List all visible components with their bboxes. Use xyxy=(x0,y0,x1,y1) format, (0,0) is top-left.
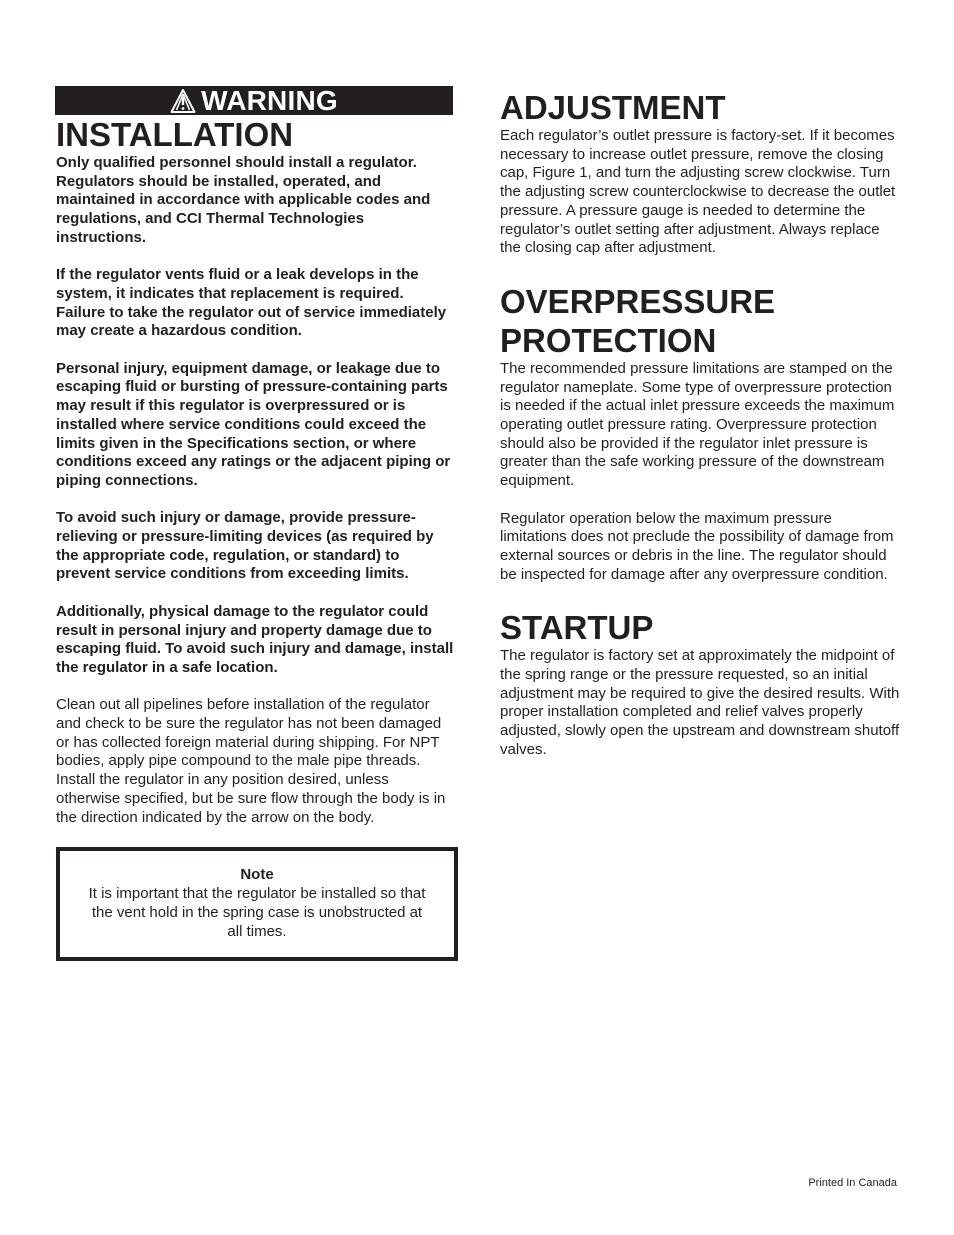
overpressure-section xyxy=(500,282,900,584)
installation-paragraph: Only qualified personnel should install a regulator. Regulators should be installed, operated, and maintained in accordance with applicable codes and regulations, and CCI Thermal Technologies instructions. xyxy=(56,154,431,246)
overpressure-paragraph: The recommended pressure limitations are stamped on the regulator nameplate. Some type of overpressure protection is needed if the actual inlet pressure exceeds the maximum operating outlet pressure rating. Overpressure protection should also be provided if the regulator inlet pressure is greater than the safe working pressure of the downstream equipment. xyxy=(500,359,895,490)
warning-banner xyxy=(55,86,453,115)
warning-triangle-icon xyxy=(170,88,196,114)
warning-label: WARNING xyxy=(201,85,338,116)
installation-paragraph: Additionally, physical damage to the regulator could result in personal injury and property damage due to escaping fluid. To avoid such injury and damage, install the regulator in a safe location. xyxy=(56,602,454,676)
installation-title: INSTALLATION xyxy=(56,116,294,153)
overpressure-title: OVERPRESSURE PROTECTION xyxy=(500,282,776,359)
installation-paragraph: To avoid such injury or damage, provide pressure-relieving or pressure-limiting devices (as required by the appropriate code, regulation, or standard) to prevent service conditions from exceeding limits. xyxy=(56,509,434,583)
footer-printed-in: Printed In Canada xyxy=(808,1177,897,1189)
adjustment-title: ADJUSTMENT xyxy=(500,89,726,126)
installation-paragraph: Clean out all pipelines before installation of the regulator and check to be sure the regulator has not been damaged or has collected foreign material during shipping. For NPT bodies, apply pipe compound to the male pipe threads. Install the regulator in any position desired, unless otherwise specified, but be sure flow through the body is in the direction indicated by the arrow on the body. xyxy=(56,696,446,826)
adjustment-paragraph: Each regulator’s outlet pressure is factory-set. If it becomes necessary to increase outlet pressure, remove the closing cap, Figure 1, and turn the adjusting screw clockwise. Turn the adjusting screw counterclockwise to decrease the outlet pressure. A pressure gauge is needed to determine the regulator’s outlet setting after adjustment. Always replace the closing cap after adjustment. xyxy=(500,127,896,257)
installation-body xyxy=(56,154,456,827)
installation-paragraph: Personal injury, equipment damage, or leakage due to escaping fluid or bursting of pressure-containing parts may result if this regulator is overpressured or is installed where service conditions could exceed the limits given in the Specifications section, or where conditions exceed any ratings or the adjacent piping or piping connections. xyxy=(56,359,451,489)
adjustment-section xyxy=(500,88,900,258)
left-column xyxy=(56,86,456,961)
note-box xyxy=(56,847,458,961)
note-title: Note xyxy=(240,866,274,884)
startup-paragraph: The regulator is factory set at approximately the midpoint of the spring range or the pressure requested, so an initial adjustment may be required to give the desired results. With proper installation completed and relief valves properly adjusted, slowly open the upstream and downstream shutoff valves. xyxy=(500,647,900,758)
right-column xyxy=(500,88,900,760)
note-text: It is important that the regulator be installed so that the vent hold in the spring case is unobstructed at all times. xyxy=(88,885,426,941)
overpressure-paragraph: Regulator operation below the maximum pressure limitations does not preclude the possibility of damage from external sources or debris in the line. The regulator should be inspected for damage after any overpressure condition. xyxy=(500,509,894,583)
startup-section xyxy=(500,608,900,759)
startup-title: STARTUP xyxy=(500,609,654,647)
installation-paragraph: If the regulator vents fluid or a leak develops in the system, it indicates that replacement is required. Failure to take the regulator out of service immediately may create a hazardous condition. xyxy=(56,266,447,340)
